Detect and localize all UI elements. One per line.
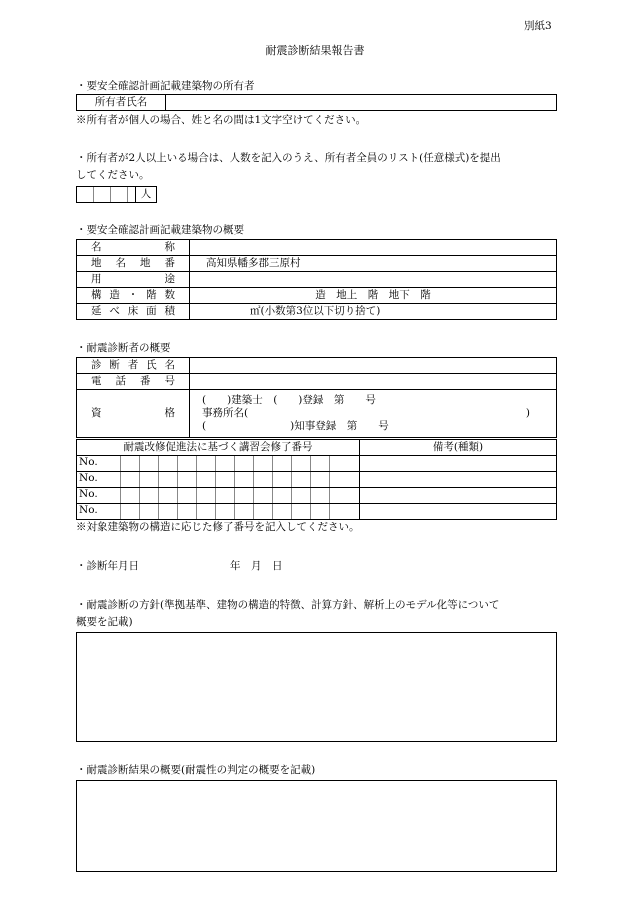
building-area-label: 延べ床面積 (91, 305, 175, 317)
qualification-field[interactable] (190, 390, 557, 438)
course-number-field[interactable] (77, 488, 360, 504)
owner-name-label: 所有者氏名 (77, 95, 166, 111)
policy-heading-line2: 概要を記載) (76, 616, 133, 628)
building-table (76, 239, 557, 320)
diagnoser-phone-label: 電話番号 (91, 375, 175, 387)
owner-table (76, 94, 557, 111)
course-no-prefix: No. (79, 488, 98, 500)
course-number-field[interactable] (77, 472, 360, 488)
multi-owner-line2: してください。 (76, 169, 150, 181)
diagnoser-table (76, 357, 557, 438)
diagnoser-name-field[interactable] (190, 358, 557, 374)
qualification-office-close: ) (525, 407, 530, 419)
building-area-field[interactable]: ㎡(小数第3位以下切り捨て) (190, 304, 557, 320)
course-remarks-field[interactable] (360, 504, 557, 520)
policy-heading-line1: ・耐震診断の方針(準拠基準、建物の構造的特徴、計算方針、解析上のモデル化等について (76, 599, 500, 611)
qualification-line-governor: ( )知事登録 第 号 (202, 420, 389, 432)
qualification-line-architect: ( )建築士 ( )登録 第 号 (202, 394, 376, 406)
building-use-field[interactable] (190, 272, 557, 288)
course-row (77, 456, 557, 472)
building-structure-field[interactable]: 造 地上 階 地下 階 (190, 288, 557, 304)
diagnosis-date-label: ・診断年月日 (76, 560, 139, 572)
building-name-label: 名 称 (91, 241, 175, 253)
course-number-header: 耐震改修促進法に基づく講習会修了番号 (77, 440, 360, 456)
building-address-field[interactable]: 高知県幡多郡三原村 (190, 256, 557, 272)
diagnoser-phone-field[interactable] (190, 374, 557, 390)
owner-count-table (76, 186, 157, 203)
building-use-label: 用 途 (91, 273, 175, 285)
building-row (77, 256, 557, 272)
building-row (77, 272, 557, 288)
course-row (77, 472, 557, 488)
course-remarks-field[interactable] (360, 456, 557, 472)
result-heading: ・耐震診断結果の概要(耐震性の判定の概要を記載) (76, 764, 316, 776)
building-address-label: 地名地番 (91, 257, 175, 269)
remarks-header: 備考(種類) (360, 440, 557, 456)
building-row (77, 288, 557, 304)
qualification-line-office: 事務所名( (202, 407, 249, 419)
building-row (77, 240, 557, 256)
owner-count-field[interactable] (77, 187, 136, 203)
building-structure-label: 構造・階数 (91, 289, 175, 301)
diagnosis-date-value[interactable]: 年 月 日 (230, 560, 283, 572)
course-number-field[interactable] (77, 504, 360, 520)
owner-count-unit: 人 (136, 187, 157, 203)
diagnoser-heading: ・耐震診断者の概要 (76, 342, 171, 354)
building-name-field[interactable] (190, 240, 557, 256)
owner-heading: ・要安全確認計画記載建築物の所有者 (76, 80, 255, 92)
policy-textarea[interactable] (76, 632, 557, 742)
course-table (76, 439, 557, 520)
owner-note: ※所有者が個人の場合、姓と名の間は1文字空けてください。 (76, 114, 367, 126)
course-note: ※対象建築物の構造に応じた修了番号を記入してください。 (76, 521, 360, 533)
course-no-prefix: No. (79, 472, 98, 484)
diagnoser-name-label: 診断者氏名 (91, 359, 175, 371)
qualification-label: 資 格 (91, 407, 175, 419)
owner-name-field[interactable] (166, 95, 557, 111)
result-textarea[interactable] (76, 780, 557, 872)
building-row (77, 304, 557, 320)
course-row (77, 488, 557, 504)
course-no-prefix: No. (79, 456, 98, 468)
course-row (77, 504, 557, 520)
page-title: 耐震診断結果報告書 (265, 44, 365, 57)
course-number-field[interactable] (77, 456, 360, 472)
annex-label: 別紙3 (524, 20, 552, 32)
course-remarks-field[interactable] (360, 488, 557, 504)
building-heading: ・要安全確認計画記載建築物の概要 (76, 224, 244, 236)
multi-owner-line1: ・所有者が2人以上いる場合は、人数を記入のうえ、所有者全員のリスト(任意様式)を提出 (76, 152, 501, 164)
course-no-prefix: No. (79, 504, 98, 516)
course-remarks-field[interactable] (360, 472, 557, 488)
